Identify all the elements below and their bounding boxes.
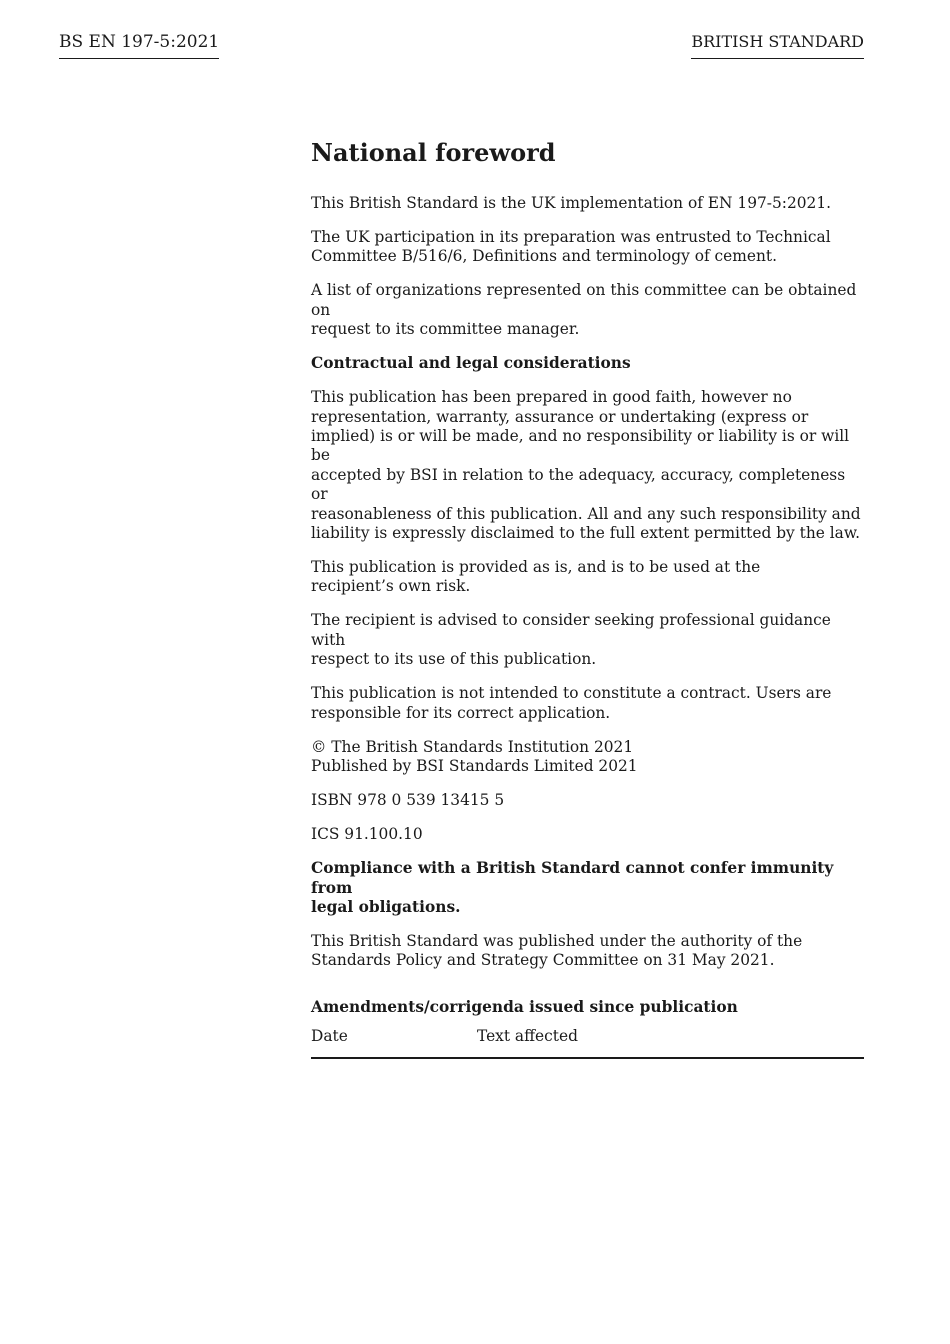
committee-list-line: request to its committee manager. <box>311 320 580 339</box>
amendments-text-header: Text affected <box>477 1027 578 1046</box>
guidance-paragraph <box>311 611 864 669</box>
authority-line: Standards Policy and Strategy Committee on 31 May 2021. <box>311 951 775 970</box>
good-faith-line: accepted by BSI in relation to the adequacy, accuracy, completeness or <box>311 465 846 504</box>
copyright-line: © The British Standards Institution 2021 <box>311 737 634 756</box>
as-is-line: This publication is provided as is, and is to be used at the <box>311 558 761 577</box>
national-foreword-section <box>311 138 864 1059</box>
good-faith-paragraph <box>311 388 864 543</box>
good-faith-line: reasonableness of this publication. All and any such responsibility and <box>311 504 861 523</box>
as-is-paragraph <box>311 558 864 597</box>
amendments-table <box>311 1027 864 1058</box>
guidance-line: The recipient is advised to consider seeking professional guidance with <box>311 611 831 649</box>
amendments-date-header: Date <box>311 1027 348 1046</box>
good-faith-line: implied) is or will be made, and no responsibility or liability is or will be <box>311 427 850 465</box>
contractual-heading: Contractual and legal considerations <box>311 354 631 373</box>
contract-paragraph <box>311 684 864 723</box>
compliance-notice <box>311 859 864 917</box>
amendments-heading: Amendments/corrigenda issued since publication <box>311 997 738 1016</box>
participation-line: Committee B/516/6, Definitions and terminology of cement. <box>311 247 777 266</box>
document-type: BRITISH STANDARD <box>691 31 864 59</box>
isbn: ISBN 978 0 539 13415 5 <box>311 791 505 810</box>
publisher-line: Published by BSI Standards Limited 2021 <box>311 757 638 776</box>
as-is-line: recipient’s own risk. <box>311 577 471 596</box>
compliance-line: legal obligations. <box>311 897 461 916</box>
participation-paragraph <box>311 228 864 267</box>
participation-line: The UK participation in its preparation was entrusted to Technical <box>311 228 831 246</box>
guidance-line: respect to its use of this publication. <box>311 650 597 669</box>
document-id: BS EN 197-5:2021 <box>59 31 219 59</box>
copyright-block <box>311 738 864 777</box>
ics-code: ICS 91.100.10 <box>311 825 423 844</box>
good-faith-line: representation, warranty, assurance or undertaking (express or <box>311 407 809 426</box>
contract-line: responsible for its correct application. <box>311 703 611 722</box>
implementation-paragraph: This British Standard is the UK implementation of EN 197-5:2021. <box>311 194 832 212</box>
compliance-line: Compliance with a British Standard cannot confer immunity from <box>311 859 834 897</box>
committee-list-paragraph <box>311 281 864 339</box>
committee-list-line: A list of organizations represented on this committee can be obtained on <box>311 281 857 319</box>
page-title: National foreword <box>311 138 556 167</box>
authority-paragraph <box>311 932 864 971</box>
contract-line: This publication is not intended to constitute a contract. Users are <box>311 684 832 703</box>
good-faith-line: liability is expressly disclaimed to the full extent permitted by the law. <box>311 524 861 543</box>
good-faith-line: This publication has been prepared in good faith, however no <box>311 388 792 407</box>
authority-line: This British Standard was published under the authority of the <box>311 931 803 950</box>
